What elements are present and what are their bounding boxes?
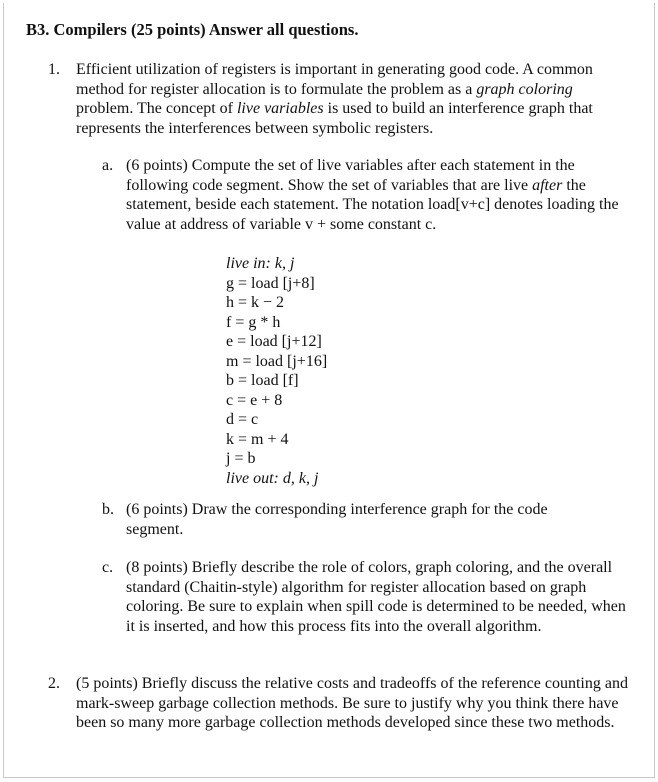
question-2-text: (5 points) Briefly discuss the relative costs and tradeoffs of the reference counting and mark-sweep garbage collection methods. Be sure to justify why you think there have been so many more garbage collection methods developed since these two methods. [76,675,628,731]
question-1-text-part-2: problem. The concept of [76,100,237,117]
code-line: e = load [j+12] [226,333,322,350]
code-live-out: live out: d, k, j [226,469,319,487]
code-line: h = k − 2 [226,294,285,311]
question-1a-text-part-2: the statement, beside each statement. The notation load[v+c] denotes loading the value at address of variable v + some constant c. [126,176,619,233]
code-segment [226,254,327,488]
question-1-emphasis-graph-coloring: graph coloring [476,80,573,98]
question-1a-text [126,156,626,234]
code-line: m = load [j+16] [226,352,328,370]
code-live-in: live in: k, j [226,255,295,272]
question-1c-text: (8 points) Briefly describe the role of colors, graph coloring, and the overall standard (Chaitin-style) algorithm for register allocation based on graph coloring. Be sure to explain when spill code is determined to be needed, when it is inserted, and how this process fits into the overall algorithm. [126,559,626,635]
question-1b-text: (6 points) Draw the corresponding interference graph for the code segment. [126,501,548,538]
question-1a-text-part-1: (6 points) Compute the set of live variables after each statement in the following code segment. Show the set of variables that are live [126,157,575,194]
code-line: k = m + 4 [226,430,289,448]
question-2-number: 2. [48,675,60,692]
question-1-text-part-1: Efficient utilization of registers is important in generating good code. A common method for register allocation is to formulate the problem as a [76,61,593,98]
question-1-text [76,60,628,138]
code-line: g = load [j+8] [226,274,315,292]
question-1-text-part-3: is used to build an interference graph that represents the interferences between symbolic registers. [76,100,593,137]
code-line: f = g * h [226,313,281,331]
question-1a-letter: a. [102,157,114,174]
section-heading: B3. Compilers (25 points) Answer all questions. [26,20,359,39]
question-1b-letter: b. [102,501,114,518]
question-1-emphasis-live-variables: live variables [236,100,324,117]
code-line: j = b [226,450,256,467]
code-line: b = load [f] [226,372,299,389]
question-1a-emphasis-after: after [532,176,563,194]
question-1c-letter: c. [102,559,114,576]
code-line: c = e + 8 [226,391,283,409]
question-1-number: 1. [48,61,60,78]
code-line: d = c [226,411,259,428]
